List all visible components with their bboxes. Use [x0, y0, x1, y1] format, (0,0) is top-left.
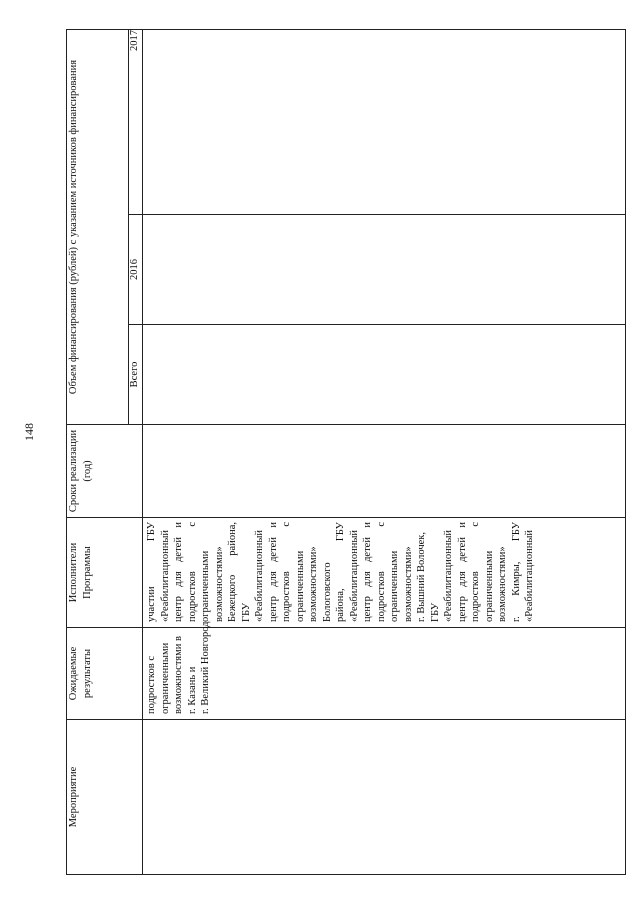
executors-line: центр для детей и	[173, 522, 184, 622]
executors-line: возможностями»	[308, 546, 319, 622]
executors-line: г. Кимры, ГБУ	[510, 522, 522, 622]
cell-2016	[143, 215, 626, 325]
cell-event	[143, 720, 626, 875]
results-line: подростков с	[146, 656, 157, 714]
results-text	[145, 621, 213, 714]
cell-2017	[143, 29, 626, 214]
rotated-table-container	[66, 30, 626, 875]
executors-line: «Реабилитационный	[524, 530, 535, 622]
page-number: 148	[22, 423, 36, 441]
executors-line: «Реабилитационный	[443, 530, 454, 622]
results-line: г. Казань и	[186, 666, 198, 714]
header-funding: Объем финансирования (рублей) с указанием источников финансирования	[67, 29, 129, 424]
results-line: г. Великий Новгород	[200, 621, 211, 714]
cell-total	[143, 325, 626, 425]
results-line: ограниченными	[159, 642, 171, 714]
header-2016: 2016	[129, 215, 143, 325]
executors-line: подростков с	[375, 522, 387, 622]
header-executors: Исполнители Программы	[67, 518, 143, 628]
header-row	[67, 29, 129, 874]
executors-line: участии ГБУ	[146, 522, 157, 622]
executors-line: ГБУ	[240, 602, 252, 622]
table-row	[143, 29, 626, 874]
executors-line: «Реабилитационный	[348, 530, 360, 622]
executors-line: г. Вышний Волочек,	[416, 532, 427, 622]
cell-executors	[143, 518, 626, 628]
executors-line: района, ГБУ	[335, 522, 346, 622]
header-results: Ожидаемые результаты	[67, 628, 143, 720]
executors-line: «Реабилитационный	[254, 530, 265, 622]
executors-line: ограниченными	[483, 550, 495, 622]
executors-line: Бологовского	[321, 562, 333, 622]
header-terms: Сроки реализации (год)	[67, 425, 143, 518]
executors-line: подростков с	[281, 522, 292, 622]
executors-line: центр для детей и	[362, 522, 373, 622]
cell-results	[143, 621, 626, 720]
cell-terms	[143, 425, 626, 518]
program-table	[66, 29, 626, 875]
executors-line: центр для детей и	[267, 522, 279, 622]
results-line: возможностями в	[173, 636, 184, 714]
executors-text	[145, 522, 537, 622]
header-total: Всего	[129, 325, 143, 425]
executors-line: ограниченными	[294, 550, 306, 622]
executors-line: возможностями»	[402, 546, 414, 622]
executors-line: «Реабилитационный	[159, 530, 171, 622]
executors-line: возможностями»	[213, 546, 225, 622]
executors-line: ГБУ	[429, 602, 441, 622]
executors-line: Бежецкого района,	[227, 522, 238, 622]
header-event: Мероприятие	[67, 720, 143, 875]
executors-line: ограниченными	[389, 550, 400, 622]
header-2017: 2017	[129, 29, 143, 214]
executors-line: ограниченными	[200, 550, 211, 622]
executors-line: подростков с	[470, 522, 481, 622]
executors-line: возможностями»	[497, 546, 508, 622]
executors-line: подростков с	[186, 522, 198, 622]
executors-line: центр для детей и	[456, 522, 468, 622]
